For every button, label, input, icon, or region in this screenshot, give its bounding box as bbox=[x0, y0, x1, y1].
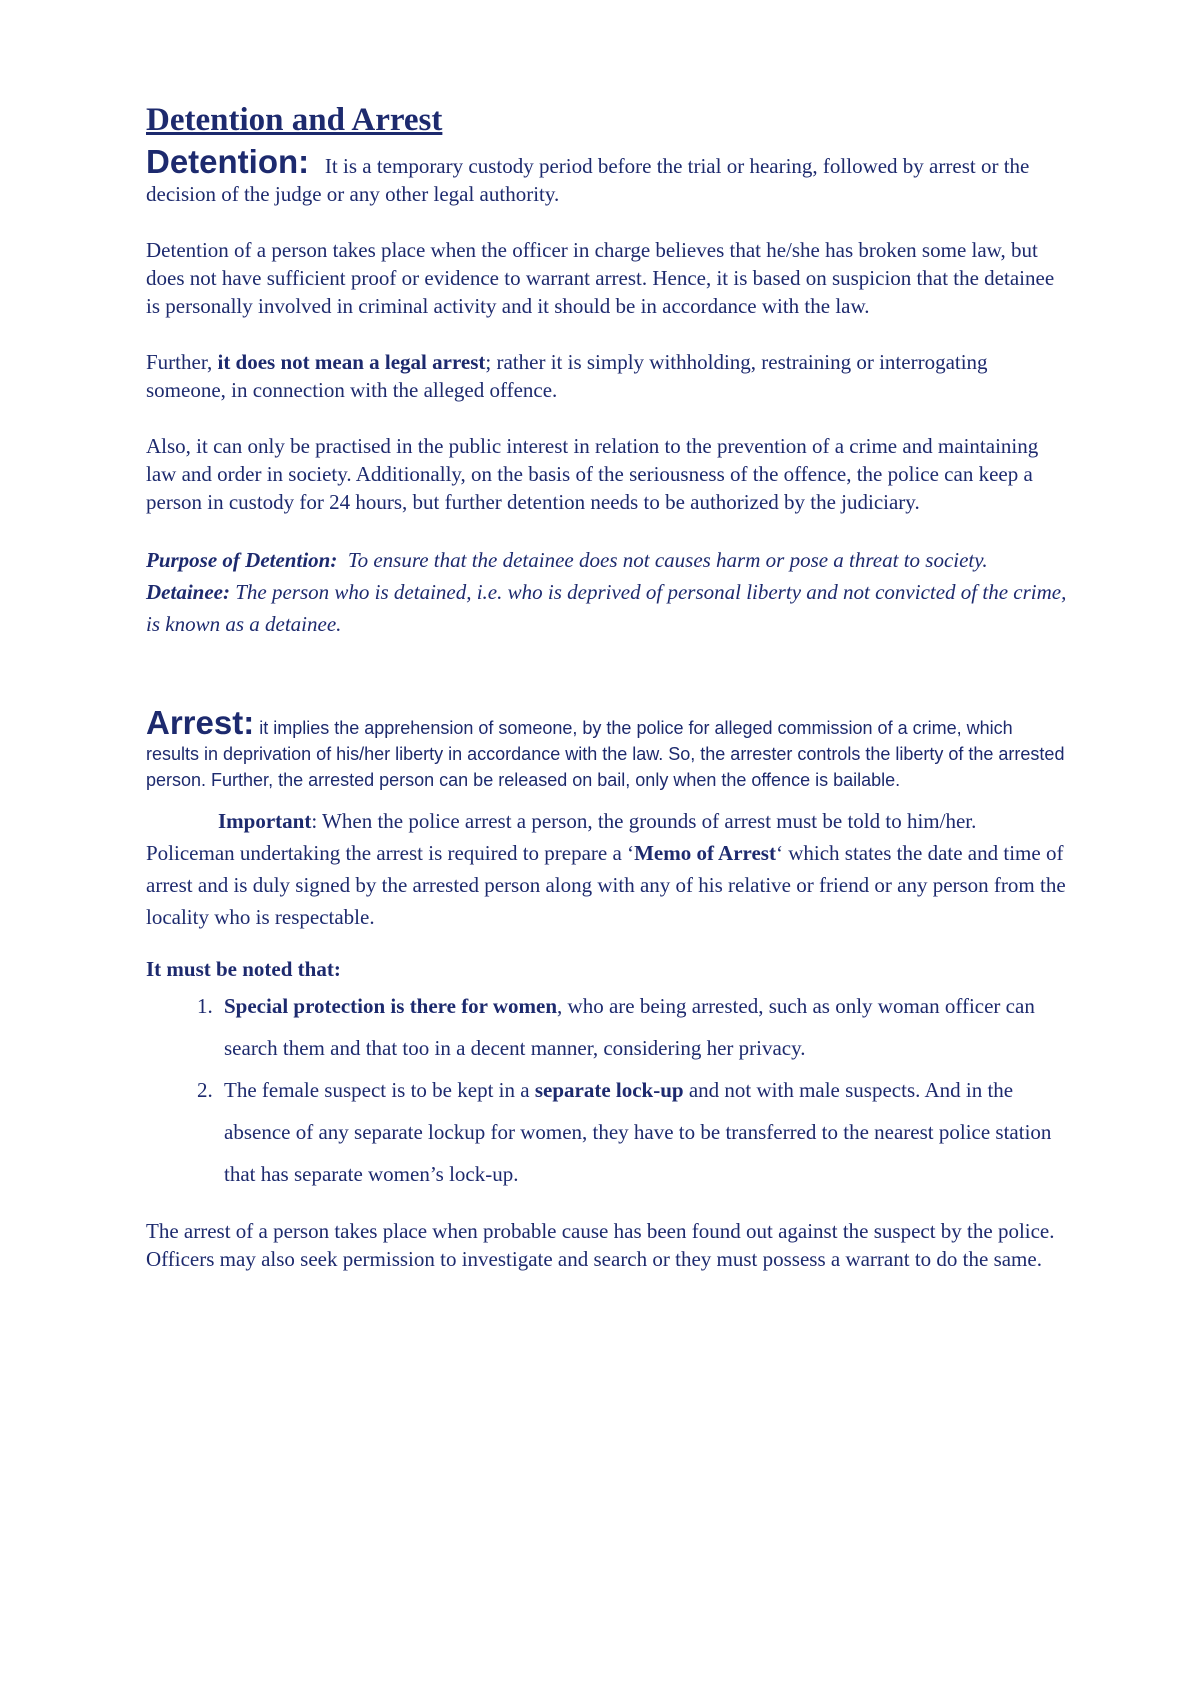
detainee-label: Detainee: bbox=[146, 580, 230, 604]
arrest-closing-paragraph: The arrest of a person takes place when probable cause has been found out against the suspect by the police. Officers may also seek permission to investigate and search or they must possess a warrant to do the same. bbox=[146, 1219, 1055, 1271]
purpose-text: To ensure that the detainee does not causes harm or pose a threat to society. bbox=[347, 548, 988, 572]
detention-paragraph-2 bbox=[146, 348, 1070, 404]
list-item bbox=[218, 1069, 1070, 1195]
list-item bbox=[218, 985, 1070, 1069]
important-label: Important bbox=[218, 809, 312, 833]
detention-heading: Detention bbox=[146, 143, 299, 180]
point2-bold: separate lock-up bbox=[534, 1078, 684, 1102]
detention-definitions bbox=[146, 544, 1070, 640]
arrest-definition bbox=[146, 704, 1070, 793]
detainee-definition bbox=[146, 576, 1070, 640]
point1-bold: Special protection is there for women bbox=[224, 994, 558, 1018]
detention-definition-text: It is a temporary custody period before the trial or hearing, followed by arrest or the decision of the judge or any other legal authority. bbox=[146, 154, 1030, 206]
detainee-text: The person who is detained, i.e. who is deprived of personal liberty and not convicted of the crime, is known as a detainee. bbox=[146, 580, 1067, 636]
document-title: Detention and Arrest bbox=[146, 102, 443, 138]
memo-of-arrest-label: Memo of Arrest bbox=[634, 841, 776, 865]
para2-bold: it does not mean a legal arrest bbox=[217, 350, 486, 374]
detention-definition bbox=[146, 143, 1070, 208]
arrest-points-list bbox=[146, 985, 1070, 1195]
detention-heading-colon: : bbox=[298, 143, 310, 180]
point2-post: and not with male suspects. And in the absence of any separate lockup for women, they have to be transferred to the nearest police station that has separate women’s lock-up. bbox=[224, 1078, 1052, 1186]
arrest-definition-text: it implies the apprehension of someone, by the police for alleged commission of a crime, which results in deprivation of his/her liberty in accordance with the law. So, the arrester controls the liberty of the arrested person. Further, the arrested person can be released on bail, only when the offence is bailable. bbox=[146, 718, 1065, 790]
arrest-heading: Arrest: bbox=[146, 704, 255, 741]
important-text-1: : When the police arrest a person, the grounds of arrest must be told to him/her. Policeman undertaking the arrest is required to prepare a ‘ bbox=[146, 809, 977, 865]
detention-paragraph-3: Also, it can only be practised in the public interest in relation to the prevention of a crime and maintaining law and order in society. Additionally, on the basis of the seriousness of the offence, the police can keep a person in custody for 24 hours, but further detention needs to be authorized by the judiciary. bbox=[146, 434, 1039, 514]
detention-paragraph-1: Detention of a person takes place when the officer in charge believes that he/she has broken some law, but does not have sufficient proof or evidence to warrant arrest. Hence, it is based on suspicion that the detainee is personally involved in criminal activity and it should be in accordance with the law. bbox=[146, 238, 1055, 318]
point2-pre: The female suspect is to be kept in a bbox=[224, 1078, 535, 1102]
noted-heading: It must be noted that: bbox=[146, 957, 341, 981]
para2-post: ; rather it is simply withholding, restraining or interrogating someone, in connection with the alleged offence. bbox=[146, 350, 988, 402]
purpose-label: Purpose of Detention: bbox=[146, 548, 338, 572]
important-note bbox=[146, 805, 1070, 933]
important-text-2: ‘ which states the date and time of arrest and is duly signed by the arrested person along with any of his relative or friend or any person from the locality who is respectable. bbox=[146, 841, 1066, 929]
purpose-of-detention bbox=[146, 544, 1070, 576]
point1-text: , who are being arrested, such as only woman officer can search them and that too in a decent manner, considering her privacy. bbox=[224, 994, 1035, 1060]
para2-pre: Further, bbox=[146, 350, 218, 374]
